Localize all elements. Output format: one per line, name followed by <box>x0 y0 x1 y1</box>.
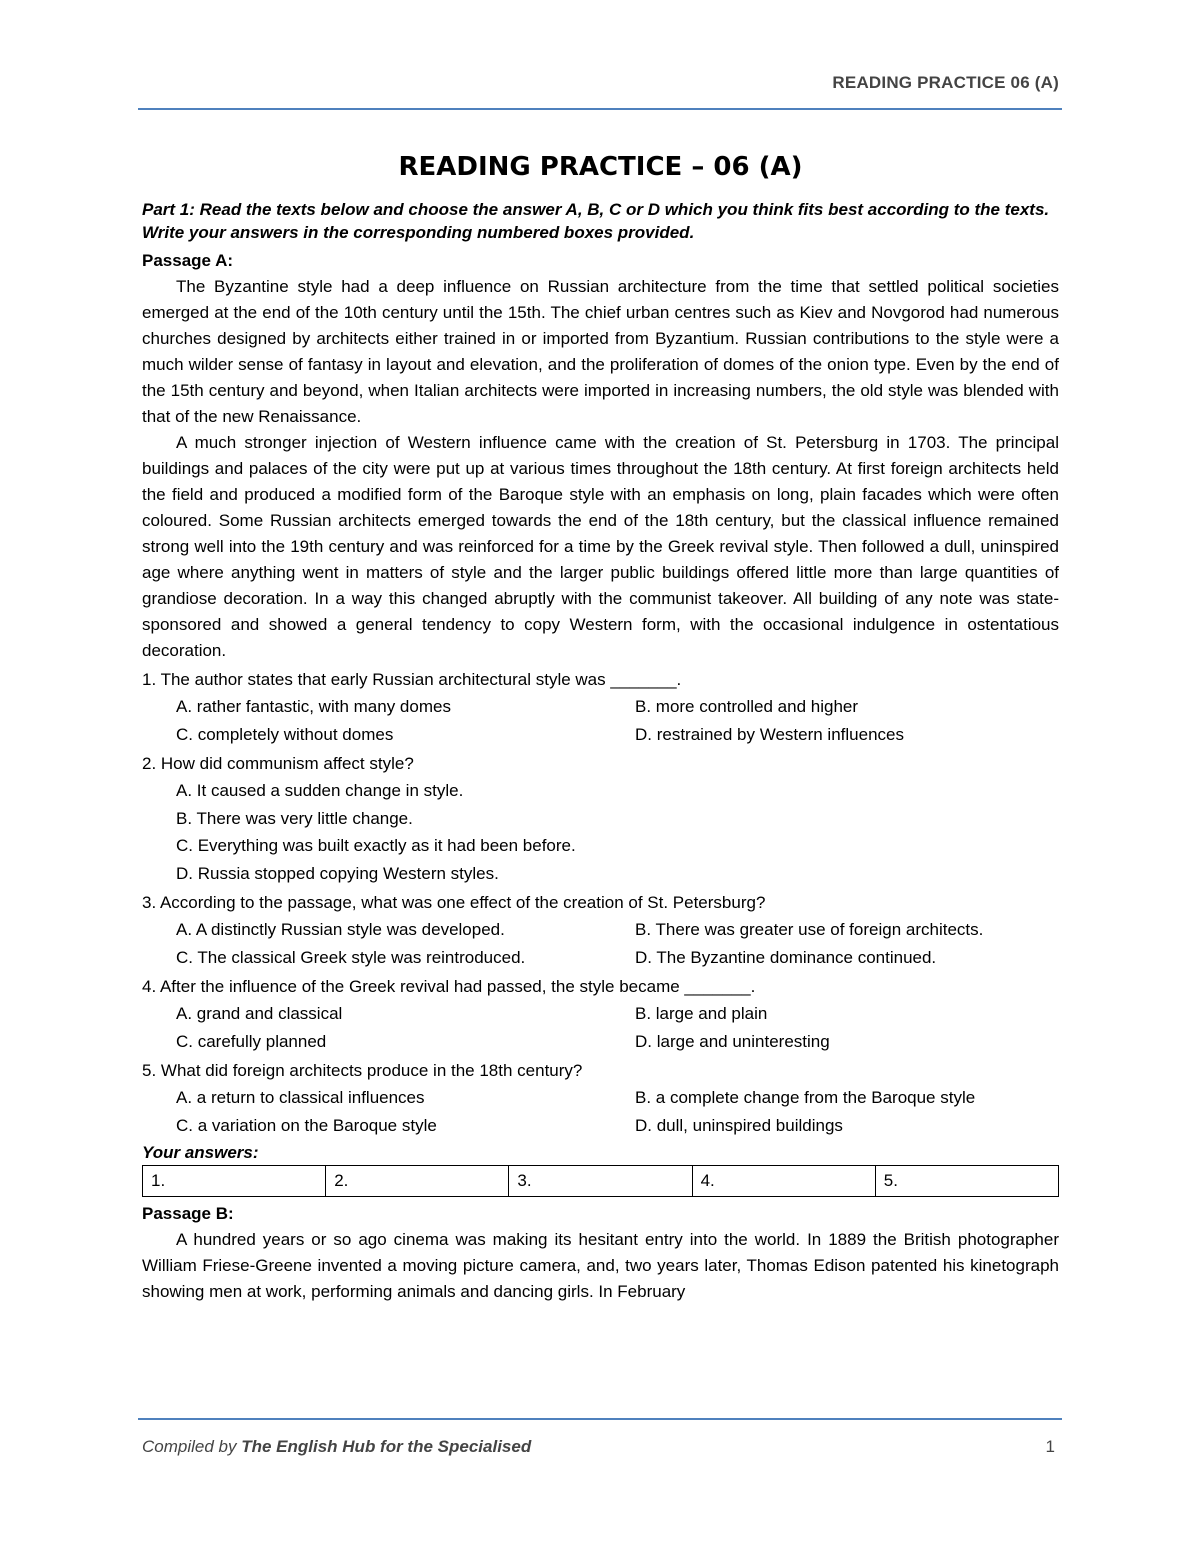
answer-box[interactable]: 3. <box>509 1166 692 1197</box>
passage-a-label: Passage A: <box>142 251 234 270</box>
header-rule <box>138 108 1062 110</box>
passage-b-paragraph: A hundred years or so ago cinema was making its hesitant entry into the world. In 1889 the British photographer William Friese-Greene invented a moving picture camera, and, two years later, Thomas Edison patented his kinetograph showing men at work, performing animals and dancing girls. In February <box>142 1230 1059 1301</box>
option: C. carefully planned <box>176 1031 327 1051</box>
option: C. The classical Greek style was reintroduced. <box>176 947 526 967</box>
passage-a-paragraph: A much stronger injection of Western influence came with the creation of St. Petersburg in 1703. The principal buildings and palaces of the city were put up at various times throughout the 18th century. At first foreign architects held the field and produced a modified form of the Baroque style with an emphasis on long, plain facades which were often coloured. Some Russian architects emerged towards the end of the 18th century, but the classical influence remained strong well into the 19th century and was reinforced for a time by the Greek revival style. Then followed a dull, uninspired age where anything went in matters of style and the larger public buildings offered little more than large quantities of grandiose decoration. In a way this changed abruptly with the communist takeover. All building of any note was state-sponsored and showed a general tendency to copy Western form, with the occasional indulgence in ostentatious decoration. <box>142 433 1059 660</box>
answer-box[interactable]: 1. <box>143 1166 326 1197</box>
question-stem: 3. According to the passage, what was one effect of the creation of St. Petersburg? <box>142 893 766 912</box>
question-stem: 1. The author states that early Russian architectural style was _______. <box>142 670 682 689</box>
footer-rule <box>138 1418 1062 1420</box>
option: B. a complete change from the Baroque style <box>635 1088 976 1107</box>
footer-credit-name: The English Hub for the Specialised <box>241 1437 532 1456</box>
option: B. There was very little change. <box>176 808 413 828</box>
option: D. dull, uninspired buildings <box>635 1115 843 1135</box>
question-options <box>176 1000 1059 1055</box>
answers-label: Your answers: <box>142 1143 259 1162</box>
question-options <box>176 777 1059 887</box>
option: D. The Byzantine dominance continued. <box>635 947 937 967</box>
instructions: Part 1: Read the texts below and choose the answer A, B, C or D which you think fits best according to the texts. Write your answers in the corresponding numbered boxes provided. <box>142 200 1050 242</box>
option: C. Everything was built exactly as it had been before. <box>176 836 576 855</box>
question-stem: 5. What did foreign architects produce in the 18th century? <box>142 1061 583 1080</box>
question-stem: 2. How did communism affect style? <box>142 754 414 773</box>
passage-b-label: Passage B: <box>142 1204 234 1223</box>
option: A. A distinctly Russian style was developed. <box>176 920 505 939</box>
page-content <box>142 150 1059 1305</box>
answer-box[interactable]: 2. <box>326 1166 509 1197</box>
running-header: READING PRACTICE 06 (A) <box>832 73 1059 92</box>
question-options <box>176 693 1059 748</box>
page-title: READING PRACTICE – 06 (A) <box>398 152 803 182</box>
option: A. rather fantastic, with many domes <box>176 697 451 716</box>
option: D. large and uninteresting <box>635 1031 830 1051</box>
option: B. large and plain <box>635 1004 768 1023</box>
option: B. There was greater use of foreign architects. <box>635 920 984 939</box>
answer-box[interactable]: 5. <box>875 1166 1058 1197</box>
option: A. grand and classical <box>176 1004 343 1023</box>
option: B. more controlled and higher <box>635 697 859 716</box>
question-stem: 4. After the influence of the Greek revival had passed, the style became _______. <box>142 977 756 996</box>
option: A. a return to classical influences <box>176 1088 425 1107</box>
question-options <box>176 1084 1059 1139</box>
option: C. a variation on the Baroque style <box>176 1115 437 1135</box>
passage-a-paragraph: The Byzantine style had a deep influence on Russian architecture from the time that settled political societies emerged at the end of the 10th century until the 15th. The chief urban centres such as Kiev and Novgorod had numerous churches designed by architects either trained in or imported from Byzantium. Russian contributions to the style were a much wilder sense of fantasy in layout and elevation, and the proliferation of domes of the onion type. Even by the end of the 15th century and beyond, when Italian architects were imported in increasing numbers, the old style was blended with that of the new Renaissance. <box>142 277 1059 426</box>
question-options <box>176 916 1059 971</box>
answer-table <box>142 1165 1059 1197</box>
option: A. It caused a sudden change in style. <box>176 781 464 800</box>
footer-credit-prefix: Compiled by <box>142 1437 242 1456</box>
option: D. restrained by Western influences <box>635 724 904 744</box>
option: D. Russia stopped copying Western styles. <box>176 863 499 883</box>
page-number: 1 <box>1045 1437 1055 1456</box>
footer-credit <box>142 1437 531 1457</box>
answer-box[interactable]: 4. <box>692 1166 875 1197</box>
option: C. completely without domes <box>176 724 394 744</box>
